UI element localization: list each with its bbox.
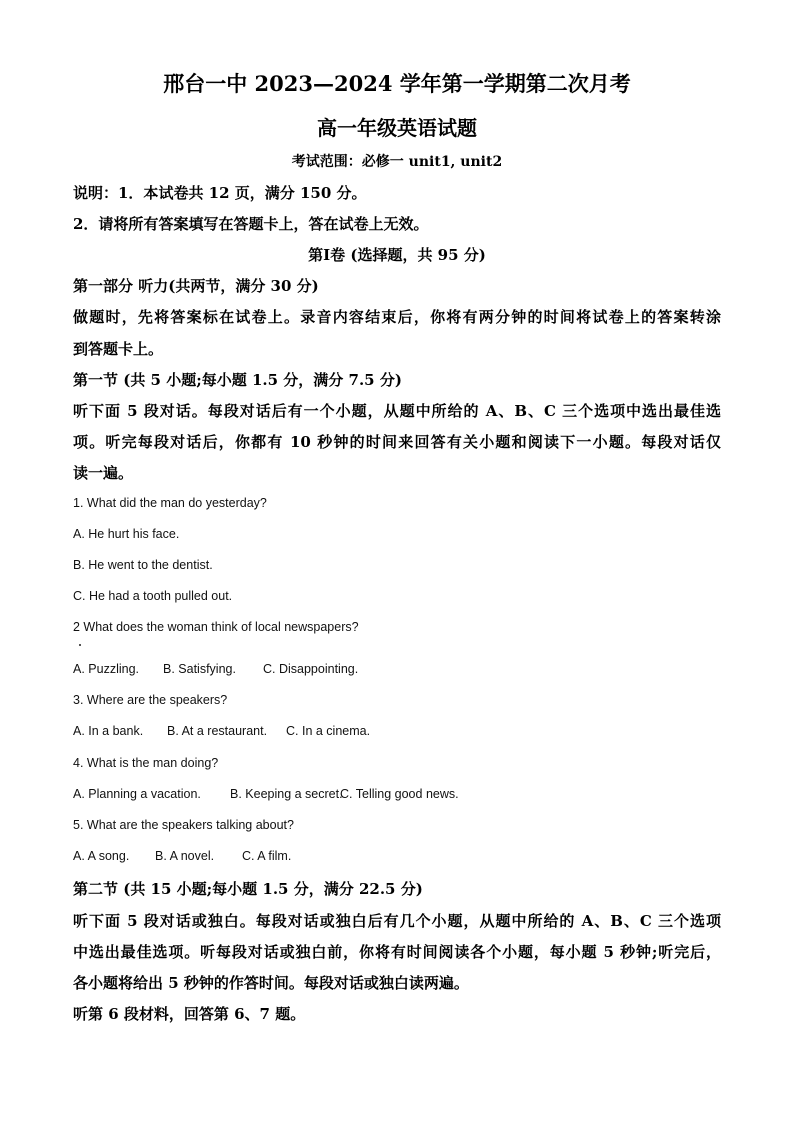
question-5-option-b: B. A novel. <box>155 849 215 863</box>
question-4-option-c: C. Telling good news. <box>340 787 459 801</box>
question-3-option-b: B. At a restaurant. <box>167 724 268 738</box>
section2-instruction-line: 中选出最佳选项。听每段对话或独白前，你将有时间阅读各个小题，每小题 5 秒钟;听完后， <box>73 943 721 961</box>
question-5-option-a: A. A song. <box>73 849 130 863</box>
part1-heading: 第一部分 听力(共两节，满分 30 分) <box>73 277 319 295</box>
section1-instruction-line: 读一遍。 <box>73 464 134 482</box>
question-3-option-a: A. In a bank. <box>73 724 144 738</box>
exam-scope: 考试范围：必修一 unit1, unit2 <box>291 154 503 170</box>
question-2-text: 2 What does the woman think of local newspapers? <box>73 620 359 634</box>
question-1-option-b: B. He went to the dentist. <box>73 558 213 572</box>
question-4-option-a: A. Planning a vacation. <box>73 787 201 801</box>
question-3-option-c: C. In a cinema. <box>286 724 371 738</box>
question-2-option-c: C. Disappointing. <box>263 662 359 676</box>
question-4-text: 4. What is the man doing? <box>73 756 219 770</box>
section1-instruction-line: 项。听完每段对话后，你都有 10 秒钟的时间来回答有关小题和阅读下一小题。每段对话仅 <box>73 433 721 451</box>
question-3-options <box>73 724 370 738</box>
question-4-option-b: B. Keeping a secret. <box>230 787 343 801</box>
stray-dot <box>79 644 81 646</box>
question-3-text: 3. Where are the speakers? <box>73 693 228 707</box>
note-1: 说明：1．本试卷共 12 页，满分 150 分。 <box>73 184 367 202</box>
exam-subtitle: 高一年级英语试题 <box>317 116 477 140</box>
question-5-option-c: C. A film. <box>242 849 292 863</box>
part1-instruction-line: 到答题卡上。 <box>73 340 164 358</box>
question-4-options <box>73 787 459 801</box>
question-1-option-a: A. He hurt his face. <box>73 527 180 541</box>
section2-instruction-line: 听下面 5 段对话或独白。每段对话或独白后有几个小题，从题中所给的 A、B、C 三个选项 <box>73 912 721 930</box>
question-2-option-a: A. Puzzling. <box>73 662 140 676</box>
question-2-option-b: B. Satisfying. <box>163 662 236 676</box>
section2-instruction-line: 各小题将给出 5 秒钟的作答时间。每段对话或独白读两遍。 <box>73 974 469 992</box>
question-5-text: 5. What are the speakers talking about? <box>73 818 294 832</box>
material-prompt: 听第 6 段材料，回答第 6、7 题。 <box>73 1005 306 1023</box>
question-2-options <box>73 662 358 676</box>
question-5-options <box>73 849 291 863</box>
volume-title: 第Ⅰ卷 (选择题，共 95 分) <box>308 246 486 264</box>
section1-instruction-line: 听下面 5 段对话。每段对话后有一个小题，从题中所给的 A、B、C 三个选项中选出最佳选 <box>73 402 721 420</box>
question-1-option-c: C. He had a tooth pulled out. <box>73 589 233 603</box>
exam-title: 邢台一中 2023—2024 学年第一学期第二次月考 <box>163 71 631 96</box>
question-1-text: 1. What did the man do yesterday? <box>73 496 267 510</box>
section1-heading: 第一节 (共 5 小题;每小题 1.5 分，满分 7.5 分) <box>73 371 402 389</box>
part1-instruction-line: 做题时，先将答案标在试卷上。录音内容结束后，你将有两分钟的时间将试卷上的答案转涂 <box>73 308 721 326</box>
note-2: 2．请将所有答案填写在答题卡上，答在试卷上无效。 <box>73 215 429 233</box>
section2-heading: 第二节 (共 15 小题;每小题 1.5 分，满分 22.5 分) <box>73 880 423 898</box>
